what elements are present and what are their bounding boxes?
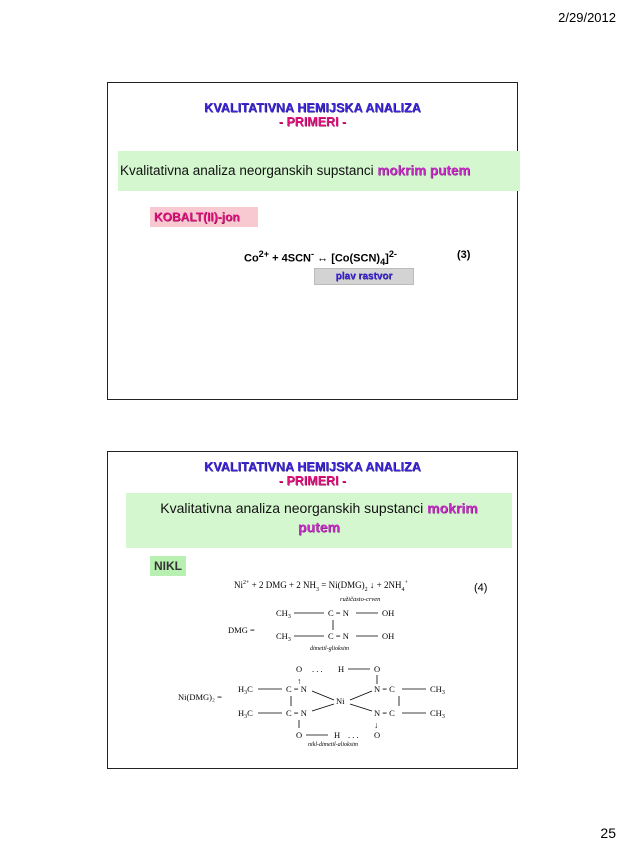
ion-tag: NIKL xyxy=(150,556,186,576)
svg-text:O: O xyxy=(296,664,303,674)
svg-text:C = N: C = N xyxy=(286,708,307,718)
svg-text:H3C: $H_3C$ xyxy=(238,684,253,696)
slide-heading xyxy=(126,493,512,548)
dmg-structure xyxy=(228,606,408,664)
product-label: plav rastvor xyxy=(314,268,414,285)
heading-text: Kvalitativna analiza neorganskih supstanci xyxy=(160,500,428,516)
equation-number: (4) xyxy=(474,582,488,594)
slide-subtitle: - PRIMERI - xyxy=(278,474,347,488)
slide-title xyxy=(108,101,517,129)
slide-kobalt xyxy=(107,82,518,400)
slide-subtitle: - PRIMERI - xyxy=(278,115,347,129)
complex-name: nikl-dimetil-glioksim xyxy=(308,742,358,746)
svg-text:O: O xyxy=(374,664,381,674)
equation-number: (3) xyxy=(457,249,471,261)
svg-text:CH3: $CH_3$ xyxy=(430,708,445,720)
svg-text:N = C: N = C xyxy=(374,708,395,718)
slide-title-main: KVALITATIVNA HEMIJSKA ANALIZA xyxy=(204,460,421,474)
heading-highlight: mokrim putem xyxy=(377,163,471,178)
header-date: 2/29/2012 xyxy=(558,10,616,25)
svg-text:. . .: . . . xyxy=(348,730,359,740)
reaction-equation: $Co^{2+} + 4SCN^-$ ↔ $[Co(SCN)_4]^{2-}$ xyxy=(244,249,397,267)
svg-text:OH: OH xyxy=(382,608,395,618)
slide-heading xyxy=(118,151,520,191)
heading-text: Kvalitativna analiza neorganskih supstanci xyxy=(120,163,378,178)
svg-text:N = C: N = C xyxy=(374,684,395,694)
slide-title xyxy=(108,460,517,488)
heading-highlight: mokrim xyxy=(427,500,478,516)
svg-text:H: H xyxy=(334,730,341,740)
nickel-reaction: $Ni^{2+} + 2$ DMG + 2 $NH_3 = Ni(DMG)_2$ ↓ + $2NH_4^+$ xyxy=(234,580,408,593)
complex-label: Ni(DMG)₂ = xyxy=(178,692,222,702)
svg-text:O: O xyxy=(374,730,381,740)
heading-highlight-2: putem xyxy=(298,519,340,535)
precipitate-note: ružičasto-crven xyxy=(340,596,381,603)
svg-text:. . .: . . . xyxy=(312,664,323,674)
slide-nikl xyxy=(107,451,518,769)
ion-tag: KOBALT(II)-jon xyxy=(150,207,258,227)
svg-text:C = N: C = N xyxy=(328,608,349,618)
svg-text:↑: ↑ xyxy=(297,676,302,686)
svg-text:CH3: $CH_3$ xyxy=(276,631,291,643)
nickel-complex-structure xyxy=(178,664,478,746)
slide-title-main: KVALITATIVNA HEMIJSKA ANALIZA xyxy=(204,101,421,115)
dmg-label: DMG = xyxy=(228,625,255,635)
svg-text:↓: ↓ xyxy=(374,720,379,730)
svg-text:OH: OH xyxy=(382,631,395,641)
page-number: 25 xyxy=(600,825,616,841)
svg-text:CH3: $CH_3$ xyxy=(430,684,445,696)
svg-text:C = N: C = N xyxy=(286,684,307,694)
svg-text:H3C: $H_3C$ xyxy=(238,708,253,720)
svg-text:H: H xyxy=(338,664,345,674)
svg-text:Ni: Ni xyxy=(336,696,345,706)
svg-text:CH3: $CH_3$ xyxy=(276,608,291,620)
svg-text:O: O xyxy=(296,730,303,740)
svg-text:C = N: C = N xyxy=(328,631,349,641)
dmg-name: dimetil-glioksim xyxy=(310,646,349,652)
